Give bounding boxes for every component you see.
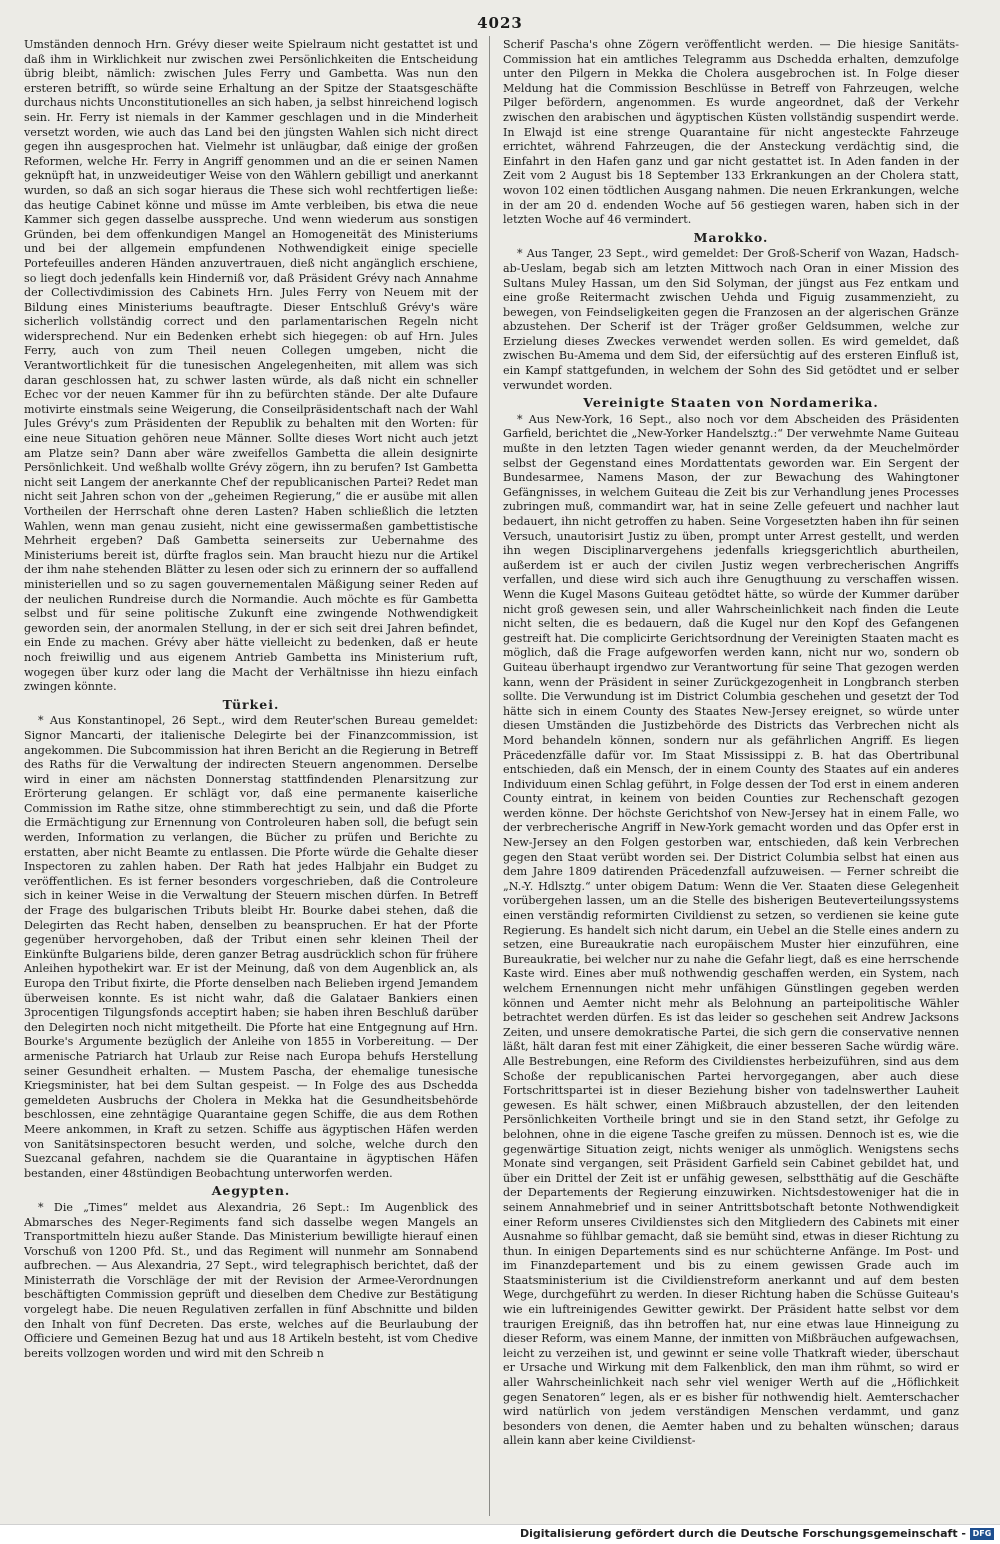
section-heading-usa: Vereinigte Staaten von Nordamerika. [583,395,879,411]
section-heading-marokko: Marokko. [693,229,769,245]
dfg-logo-icon: DFG [970,1528,994,1540]
article-paragraph: * Aus Tanger, 23 Sept., wird gemeldet: Der Groß-Scherif von Wazan, Hadsch-ab-Ueslam, begab sich am letzten Mittwoch nach Oran in einer Mission des Sultans Muley Hassan, um den Sid Solyman, der jüngst aus Fez entkam und eine große Reitermacht zwischen Uehda und Figuig zusammenzieht, zu bewegen, von Feindseligkeiten gegen die Franzosen an der algerischen Gränze abzustehen. Der Scherif ist der Träger großer Geldsummen, welche zur Erzielung dieses Zweckes verwendet werden sollen. Es wird gemeldet, daß zwischen Bu-Amema und dem Sid, der eifersüchtig auf des ersteren Einfluß ist, ein Kampf stattgefunden, in welchem der Sohn des Sid getödtet und er selber verwundet worden. [503,247,959,392]
funding-credit: Digitalisierung gefördert durch die Deutsche Forschungsgemeinschaft - [519,1527,966,1540]
section-heading-tuerkei: Türkei. [222,696,280,712]
article-paragraph: * Die „Times“ meldet aus Alexandria, 26 Sept.: Im Augenblick des Abmarsches des Neger-Regiments fand sich dasselbe wegen Mangels an Transportmitteln hiezu außer Stande. Das Ministerium bewilligte hierauf einen Vorschuß von 1200 Pfd. St., und das Regiment will nunmehr am Sonnabend aufbrechen. — Aus Alexandria, 27 Sept., wird telegraphisch berichtet, daß der Ministerrath die Vorschläge der mit der Revision der Armee-Verordnungen beschäftigten Commission geprüft und dieselben dem Chedive zur Bestätigung vorgelegt habe. Die neuen Regulativen zerfallen in fünf Abschnitte und bilden den Inhalt von fünf Decreten. Das erste, welches auf die Beurlaubung der Officiere und Gemeinen Bezug hat und aus 18 Artikeln besteht, ist vom Chedive bereits vollzogen worden und wird mit den Schreib n [24,1200,478,1360]
column-divider [489,36,490,1516]
footer-bar [0,1524,1000,1544]
left-column [24,38,478,1518]
page-number: 4023 [477,14,523,32]
article-paragraph: Umständen dennoch Hrn. Grévy dieser weite Spielraum nicht gestattet ist und daß ihm in Wirklichkeit nur zwischen zwei Persönlichkeiten die Entscheidung übrig bleibt, nämlich: zwischen Jules Ferry und Gambetta. Was nun den ersteren betrifft, so würde seine Erhaltung an der Spitze der Staatsgeschäfte durchaus nichts Unconstitutionelles an sich haben, ja selbst hinreichend logisch sein. Hr. Ferry ist niemals in der Kammer geschlagen und in die Minderheit versetzt worden, wie auch das Land bei den jüngsten Wahlen sich nicht direct gegen ihn ausgesprochen hat. Vielmehr ist unläugbar, daß einige der großen Reformen, welche Hr. Ferry in Angriff genommen und an die er seinen Namen geknüpft hat, in unzweideutiger Weise von den Wählern gebilligt und anerkannt wurden, so daß an sich sogar hieraus die These sich wohl rechtfertigen ließe: das heutige Cabinet könne und müsse im Amte verbleiben, bis etwa die neue Kammer sich gegen dasselbe ausspreche. Und wenn wiederum aus sonstigen Gründen, bei dem offenkundigen Mangel an Homogeneität des Ministeriums und bei der allgemein empfundenen Nothwendigkeit einige specielle Portefeuilles anderen Händen anzuvertrauen, dieß nicht angänglich erschiene, so liegt doch jedenfalls kein Hinderniß vor, daß Präsident Grévy nach Annahme der Collectivdimission des Cabinets Hrn. Jules Ferry von Neuem mit der Bildung eines Ministeriums beauftragte. Dieser Entschluß Grévy's wäre sicherlich vollständig correct und den parlamentarischen Regeln nicht widersprechend. Nur ein Bedenken erhebt sich hiegegen: ob auf Hrn. Jules Ferry, auch von zum Theil neuen Collegen umgeben, nicht die Verantwortlichkeit für die tunesischen Angelegenheiten, mit allem was sich daran geschlossen hat, zu schwer lasten würde, als daß nicht ein schneller Echec vor der neuen Kammer für ihn zu befürchten stände. Der alte Dufaure motivirte einstmals seine Weigerung, die Conseilpräsidentschaft nach der Wahl Jules Grévy's zum Präsidenten der Republik zu behalten mit den Worten: für eine neue Situation gehören neue Männer. Sollte dieses Wort nicht auch jetzt am Platze sein? Dann aber wäre zweifellos Gambetta die allein designirte Persönlichkeit. Und weßhalb wollte Grévy zögern, ihn zu berufen? Ist Gambetta nicht seit Langem der anerkannte Chef der republicanischen Partei? Redet man nicht seit Jahren schon von der „geheimen Regierung,“ die er ausübe mit allen Vortheilen der Herrschaft ohne deren Lasten? Haben schließlich die letzten Wahlen, wenn man genau zusieht, nicht eine gewissermaßen gambettistische Mehrheit ergeben? Daß Gambetta seinerseits zur Uebernahme des Ministeriums bereit ist, dürfte fraglos sein. Man braucht hiezu nur die Artikel der ihm nahe stehenden Blätter zu lesen oder sich zu erinnern der so auffallend ministeriellen und so zu sagen gouvernementalen Mäßigung seiner Reden auf der neulichen Rundreise durch die Normandie. Auch möchte es für Gambetta selbst und für seine politische Zukunft eine zwingende Nothwendigkeit geworden sein, der anormalen Stellung, in der er sich seit drei Jahren befindet, ein Ende zu machen. Grévy aber hätte vielleicht zu bedenken, daß er heute noch freiwillig und aus eigenem Antrieb Gambetta ins Ministerium ruft, wogegen über kurz oder lang die Macht der Verhältnisse ihn hiezu einfach zwingen könnte. [24,38,478,694]
section-heading-aegypten: Aegypten. [211,1183,291,1199]
article-paragraph: * Aus Konstantinopel, 26 Sept., wird dem Reuter'schen Bureau gemeldet: Signor Mancarti, der italienische Delegirte bei der Finanzcommission, ist angekommen. Die Subcommission hat ihren Bericht an die Regierung in Betreff des Raths für die Verwaltung der indirecten Steuern angenommen. Derselbe wird in einer am nächsten Donnerstag stattfindenden Plenarsitzung zur Erörterung gelangen. Er schlägt vor, daß eine permanente kaiserliche Commission im Rathe sitze, ohne stimmberechtigt zu sein, und daß die Pforte die Ermächtigung zur Ernennung von Controleuren haben soll, die befugt sein werden, Information zu verlangen, die Bücher zu prüfen und Berichte zu erstatten, aber nicht Beamte zu entlassen. Die Pforte würde die Gehalte dieser Inspectoren zu zahlen haben. Der Rath hat jedes Halbjahr ein Budget zu veröffentlichen. Es ist ferner besonders vorgeschrieben, daß die Controleure sich in keiner Weise in die Verwaltung der Steuern mischen dürfen. In Betreff der Frage des bulgarischen Tributs bleibt Hr. Bourke dabei stehen, daß die Delegirten das Recht haben, denselben zu beanspruchen. Er hat der Pforte gegenüber hervorgehoben, daß der Tribut einen sehr kleinen Theil der Einkünfte Bulgariens bilde, deren ganzer Betrag ausdrücklich schon für frühere Anleihen hypothekirt war. Er ist der Meinung, daß von dem Augenblick an, als Europa den Tribut fixirte, die Pforte denselben nach Belieben irgend Jemandem überweisen konnte. Es ist nicht wahr, daß die Galataer Bankiers einen 3procentigen Tilgungsfonds acceptirt haben; sie haben ihren Beschluß darüber den Delegirten noch nicht mitgetheilt. Die Pforte hat eine Entgegnung auf Hrn. Bourke's Argumente bezüglich der Anleihe von 1855 in Vorbereitung. — Der armenische Patriarch hat Urlaub zur Reise nach Europa behufs Herstellung seiner Gesundheit erhalten. — Mustem Pascha, der ehemalige tunesische Kriegsminister, hat bei dem Sultan gespeist. — In Folge des aus Dschedda gemeldeten Ausbruchs der Cholera in Mekka hat die Gesundheitsbehörde beschlossen, eine zehntägige Quarantaine gegen Schiffe, die aus dem Rothen Meere ankommen, in Kraft zu setzen. Schiffe aus ägyptischen Häfen werden von Sanitätsinspectoren besucht werden, und solche, welche durch den Suezcanal gefahren, nachdem sie die Quarantaine in ägyptischen Häfen bestanden, einer 48stündigen Beobachtung unterworfen werden. [24,714,478,1180]
article-paragraph: Scherif Pascha's ohne Zögern veröffentlicht werden. — Die hiesige Sanitäts-Commission hat ein amtliches Telegramm aus Dschedda erhalten, demzufolge unter den Pilgern in Mekka die Cholera ausgebrochen ist. In Folge dieser Meldung hat die Commission Beschlüsse in Betreff von Fahrzeugen, welche Pilger befördern, angenommen. Es wurde angeordnet, daß der Verkehr zwischen den arabischen und ägyptischen Küsten vollständig suspendirt werde. In Elwajd ist eine strenge Quarantaine für nicht angesteckte Fahrzeuge errichtet, während Fahrzeugen, die der Ansteckung verdächtig sind, die Einfahrt in den Hafen ganz und gar nicht gestattet ist. In Aden fanden in der Zeit vom 2 August bis 18 September 133 Erkrankungen an der Cholera statt, wovon 102 einen tödtlichen Ausgang nahmen. Die neuen Erkrankungen, welche in der am 20 d. endenden Woche auf 56 gestiegen waren, haben sich in der letzten Woche auf 46 vermindert. [503,38,959,227]
article-paragraph: * Aus New-York, 16 Sept., also noch vor dem Abscheiden des Präsidenten Garfield, berichtet die „New-Yorker Handelsztg.:“ Der verwehmte Name Guiteau mußte in den letzten Tagen wieder genannt werden, da der Meuchelmörder selbst der Gegenstand eines Mordattentats geworden war. Ein Sergent der Bundesarmee, Namens Mason, der zur Bewachung des Wahingtoner Gefängnisses, in welchem Guiteau die Zeit bis zur Verhandlung jenes Processes zubringen muß, commandirt war, hat in seine Zelle gefeuert und nachher laut bedauert, ihn nicht getroffen zu haben. Seine Vorgesetzten haben ihn für seinen Versuch, unautorisirt Justiz zu üben, prompt unter Arrest gestellt, und werden ihn wegen Disciplinarvergehens jedenfalls kriegsgerichtlich aburtheilen, außerdem ist er auch der civilen Justiz wegen verbrecherischen Angriffs verfallen, und diese wird sich auch ihre Genugthuung zu verschaffen wissen. Wenn die Kugel Masons Guiteau getödtet hätte, so würde der Kummer darüber nicht groß gewesen sein, und aller Wahrscheinlichkeit nach finden die Leute nicht selten, die es bedauern, daß die Kugel nur den Kopf des Gefangenen gestreift hat. Die complicirte Gerichtsordnung der Vereinigten Staaten macht es möglich, daß die Frage aufgeworfen werden kann, nicht nur wo, sondern ob Guiteau überhaupt irgendwo zur Verantwortung für seine That gezogen werden kann, wenn der Präsident in seiner Zurückgezogenheit in Longbranch sterben sollte. Die Verwundung ist im District Columbia geschehen und gesetzt der Tod hätte sich in einem County des Staates New-Jersey ereignet, so würde unter diesen Umständen die Justizbehörde des Districts das Verbrechen nicht als Mord behandeln können, sondern nur als gefährlichen Angriff. Es liegen Präcedenzfälle dafür vor. Im Staat Mississippi z. B. hat das Obertribunal entschieden, daß ein Mensch, der in einem County des Staates auf ein anderes Individuum einen Schlag geführt, in Folge dessen der Tod erst in einem anderen County eintrat, in keinem von beiden Counties zur Rechenschaft gezogen werden könne. Der höchste Gerichtshof von New-Jersey hat in einem Falle, wo der verbrecherische Angriff in New-York gemacht worden und das Opfer erst in New-Jersey an den Folgen gestorben war, entschieden, daß kein Verbrechen gegen den Staat verübt worden sei. Der District Columbia selbst hat einen aus dem Jahre 1809 datirenden Präcedenzfall aufzuweisen. — Ferner schreibt die „N.-Y. Hdlsztg.“ unter obigem Datum: Wenn die Ver. Staaten diese Gelegenheit vorübergehen lassen, um an die Stelle des bisherigen Beuteverteilungssystems einen verständig reformirten Civildienst zu setzen, so verdienen sie keine gute Regierung. Es handelt sich nicht darum, ein Uebel an die Stelle eines andern zu setzen, eine Bureaukratie nach europäischem Muster hier einzuführen, eine Bureaukratie, bei welcher nur zu nahe die Gefahr liegt, daß es eine herrschende Kaste wird. Eines aber muß nothwendig geschaffen werden, ein System, nach welchem Ernennungen nicht mehr unfähigen Günstlingen gegeben werden können und Aemter nicht mehr als Belohnung an parteipolitische Wähler betrachtet werden dürfen. Es ist das leider so geschehen seit Andrew Jacksons Zeiten, und unsere demokratische Partei, die sich gern die conservative nennen läßt, hält daran fest mit einer Zähigkeit, die einer besseren Sache würdig wäre. Alle Bestrebungen, eine Reform des Civildienstes herbeizuführen, sind aus dem Schoße der republicanischen Partei hervorgegangen, aber auch diese Fortschrittspartei ist in dieser Beziehung bisher von tadelnswerther Lauheit gewesen. Es hält schwer, einen Mißbrauch abzustellen, der den leitenden Persönlichkeiten Vortheile bringt und sie in den Stand setzt, ihr Gefolge zu belohnen, ohne in die eigene Tasche greifen zu müssen. Dennoch ist es, wie die gegenwärtige Situation zeigt, nichts weniger als unmöglich. Wenigstens sechs Monate sind vergangen, seit Präsident Garfield sein Cabinet gebildet hat, und über ein Drittel der Zeit ist er unfähig gewesen, selbstthätig auf die Geschäfte der Departements der Regierung einzuwirken. Nichtsdestoweniger hat die in seinem Annahmebrief und in seiner Antrittsbotschaft betonte Nothwendigkeit einer Reform unseres Civildienstes sich den Mitgliedern des Cabinets mit einer Ausnahme so fühlbar gemacht, daß sie bemüht sind, etwas in dieser Richtung zu thun. In einigen Departements sind es nur schüchterne Anfänge. Im Post- und im Finanzdepartement und bis zu einem gewissen Grade auch im Staatsministerium ist die Civildienstreform anerkannt und auf dem besten Wege, durchgeführt zu werden. In dieser Richtung haben die Schüsse Guiteau's wie ein luftreinigendes Gewitter gewirkt. Der Präsident hatte selbst vor dem traurigen Ereigniß, das ihn betroffen hat, nur eine etwas laue Hinneigung zu dieser Reform, was einem Manne, der inmitten von Mißbräuchen aufgewachsen, leicht zu verzeihen ist, und gewinnt er seine volle Thatkraft wieder, überschaut er Ursache und Wirkung mit dem Falkenblick, den man ihm rühmt, so wird er aller Wahrscheinlichkeit nach sehr viel weniger Werth auf die „Höflichkeit gegen Senatoren“ legen, als er es bisher für nothwendig hielt. Aemterschacher wird natürlich von jedem verständigen Menschen verdammt, und ganz besonders von denen, die Aemter haben und zu behalten wünschen; daraus allein kann aber keine Civildienst- [503,412,959,1448]
right-column [503,38,959,1518]
